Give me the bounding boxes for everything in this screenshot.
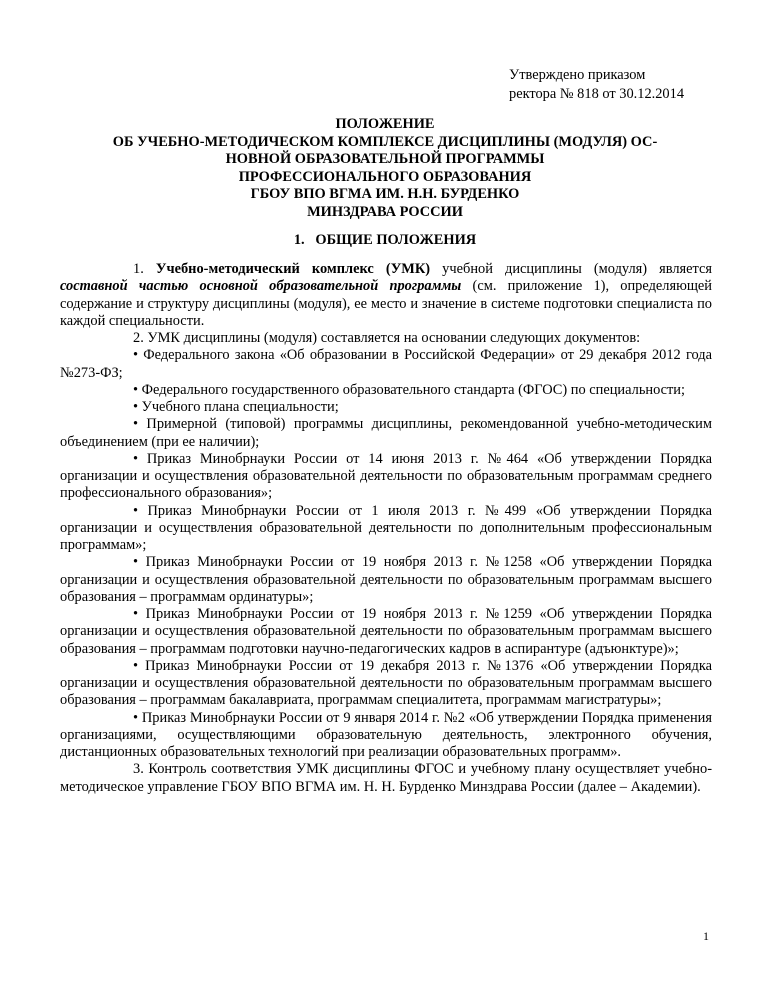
approval-line-1: Утверждено приказом <box>509 67 646 83</box>
approval-line-2: ректора № 818 от 30.12.2014 <box>509 86 685 102</box>
title-line-3: НОВНОЙ ОБРАЗОВАТЕЛЬНОЙ ПРОГРАММЫ <box>225 151 545 168</box>
list-item: • Федерального закона «Об образовании в Российской Федерации» от 29 декабря 2012 года №273-ФЗ; <box>60 347 712 381</box>
title-line-2: ОБ УЧЕБНО-МЕТОДИЧЕСКОМ КОМПЛЕКСЕ ДИСЦИПЛИНЫ (МОДУЛЯ) ОС- <box>112 133 658 150</box>
page-number: 1 <box>703 929 709 943</box>
paragraph-1 <box>60 261 712 330</box>
list-item: • Примерной (типовой) программы дисциплины, рекомендованной учебно-методическим объединением (при ее наличии); <box>60 416 712 450</box>
title-line-6: МИНЗДРАВА РОССИИ <box>307 203 463 220</box>
paragraph-3: 3. Контроль соответствия УМК дисциплины ФГОС и учебному плану осуществляет учебно-методическое управление ГБОУ ВПО ВГМА им. Н. Н. Бурденко Минздрава России (далее – Академии). <box>60 761 712 795</box>
list-item: • Приказ Минобрнауки России от 9 января 2014 г. №2 «Об утверждении Порядка применения организациями, осуществляющими образовательную деятельность, электронного обучения, дистанционных образовательных технологий при реализации образовательных программ». <box>60 709 712 760</box>
paragraph-text: учебной дисциплины (модуля) является <box>430 261 713 277</box>
list-item: • Приказ Минобрнауки России от 19 ноября 2013 г. №1259 «Об утверждении Порядка организации и осуществления образовательной деятельности по образовательным программам высшего образования – программам подготовки научно-педагогических кадров в аспирантуре (адъюнктуре)»; <box>60 606 712 657</box>
term-umk: Учебно-методический комплекс (УМК) <box>155 261 431 277</box>
title-line-4: ПРОФЕССИОНАЛЬНОГО ОБРАЗОВАНИЯ <box>238 168 532 185</box>
list-item: • Федерального государственного образовательного стандарта (ФГОС) по специальности; <box>133 381 686 398</box>
list-item: • Приказ Минобрнауки России от 19 декабря 2013 г. №1376 «Об утверждении Порядка организации и осуществления образовательной деятельности по образовательным программам высшего образования – программам бакалавриата, программам специалитета, программам магистратуры»; <box>60 657 712 709</box>
paragraph-number: 1. <box>133 261 156 277</box>
list-item: • Приказ Минобрнауки России от 14 июня 2013 г. №464 «Об утверждении Порядка организации и осуществления образовательной деятельности по образовательным программам среднего профессионального образования»; <box>60 450 712 502</box>
list-item: • Приказ Минобрнауки России от 1 июля 2013 г. №499 «Об утверждении Порядка организации и осуществления образовательной деятельности по дополнительным профессиональным программам»; <box>60 502 712 553</box>
approval-stamp <box>509 66 684 104</box>
document-title <box>60 116 710 222</box>
title-line-1: ПОЛОЖЕНИЕ <box>335 116 435 132</box>
list-item: • Учебного плана специальности; <box>133 399 339 415</box>
paragraph-2: 2. УМК дисциплины (модуля) составляется на основании следующих документов: <box>133 330 641 346</box>
list-item: • Приказ Минобрнауки России от 19 ноября 2013 г. №1258 «Об утверждении Порядка организации и осуществления образовательной деятельности по образовательным программам высшего образования – программам ординатуры»; <box>60 554 712 605</box>
emphasized-phrase: составной частью основной образовательной программы <box>60 278 462 295</box>
paragraph-text: (см. приложение 1), определяющей содержание и структуру дисциплины (модуля), ее место и значение в системе подготовки специалиста по каждой специальности. <box>60 278 713 329</box>
title-line-5: ГБОУ ВПО ВГМА ИМ. Н.Н. БУРДЕНКО <box>250 186 520 203</box>
document-body <box>60 260 712 796</box>
section-heading: 1. ОБЩИЕ ПОЛОЖЕНИЯ <box>293 232 477 248</box>
